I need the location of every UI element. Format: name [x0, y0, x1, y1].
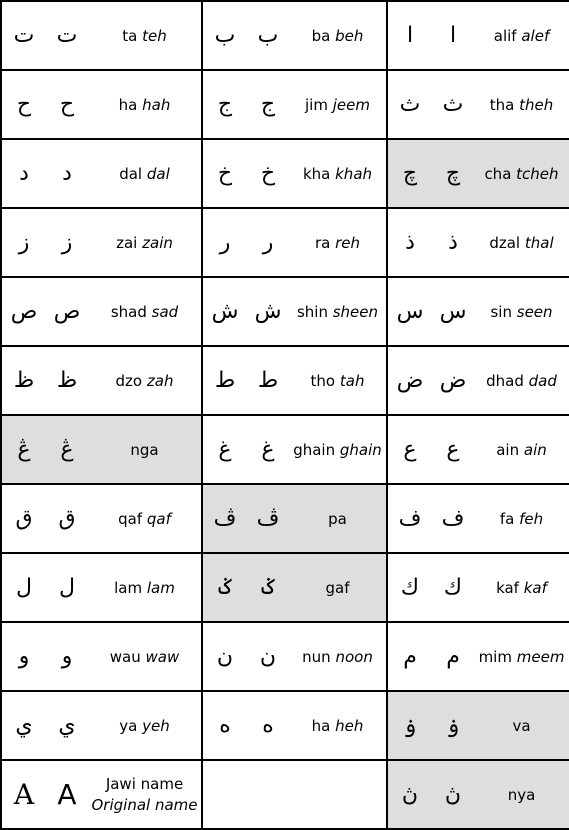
jawi-name: tha	[489, 95, 515, 114]
legend-original-name-label: Original name	[91, 795, 198, 814]
original-name: sheen	[332, 302, 379, 321]
letter-name	[474, 303, 569, 321]
letter-cell	[387, 691, 569, 760]
legend-jawi-name-label: Jawi name	[105, 774, 184, 793]
letter-name	[289, 510, 386, 528]
jawi-name: va	[512, 716, 531, 735]
letter-cell	[202, 691, 387, 760]
original-name: ain	[523, 440, 547, 459]
jawi-name: wau	[109, 647, 141, 666]
isolated-form: خ	[217, 161, 233, 186]
table-row	[1, 346, 569, 415]
jawi-name: dhad	[486, 371, 524, 390]
table-row	[1, 553, 569, 622]
letter-name	[289, 372, 386, 390]
letter-name	[289, 96, 386, 114]
final-form: ر	[262, 230, 274, 255]
letter-name	[88, 441, 201, 459]
original-name: yeh	[142, 716, 170, 735]
isolated-form: ك	[400, 575, 420, 600]
isolated-form: ه	[219, 713, 231, 738]
jawi-name: ya	[119, 716, 138, 735]
jawi-name: sin	[490, 302, 512, 321]
isolated-form: ت	[13, 23, 35, 48]
original-name: sad	[151, 302, 179, 321]
letter-name	[88, 648, 201, 666]
final-form: ط	[257, 368, 279, 393]
isolated-form: ص	[10, 299, 38, 324]
legend-serif-letter: A	[13, 778, 35, 811]
isolated-form: ݢ	[218, 575, 232, 600]
final-form: ۏ	[446, 713, 460, 738]
letter-cell	[387, 70, 569, 139]
jawi-name: ain	[496, 440, 520, 459]
jawi-name: ha	[311, 716, 331, 735]
isolated-form: ن	[216, 644, 234, 669]
letter-cell	[202, 139, 387, 208]
isolated-form: ز	[18, 230, 30, 255]
jawi-name: ba	[311, 26, 331, 45]
jawi-name: zai	[116, 233, 138, 252]
letter-name	[474, 27, 569, 45]
isolated-form: و	[18, 644, 30, 669]
letter-cell	[387, 208, 569, 277]
isolated-form: چ	[402, 161, 418, 186]
final-form: ل	[59, 575, 75, 600]
letter-name	[474, 165, 569, 183]
jawi-name: jim	[305, 95, 328, 114]
final-form: غ	[261, 437, 275, 462]
jawi-name: ta	[122, 26, 138, 45]
letter-name	[474, 786, 569, 804]
jawi-name: nun	[302, 647, 331, 666]
final-form: ظ	[56, 368, 78, 393]
jawi-name: shin	[296, 302, 328, 321]
letter-name	[289, 579, 386, 597]
final-form: ڤ	[256, 506, 280, 531]
letter-name	[88, 27, 201, 45]
jawi-name: kha	[302, 164, 331, 183]
final-form: ز	[61, 230, 73, 255]
letter-name	[88, 96, 201, 114]
letter-name	[289, 303, 386, 321]
original-name: tcheh	[516, 164, 559, 183]
jawi-name: cha	[484, 164, 512, 183]
jawi-name: ghain	[293, 440, 336, 459]
table-body	[1, 1, 569, 829]
legend-row	[1, 760, 569, 829]
jawi-name: dzal	[489, 233, 521, 252]
table-row	[1, 622, 569, 691]
isolated-form: ش	[211, 299, 239, 324]
final-form: ب	[257, 23, 279, 48]
isolated-form: ي	[15, 713, 33, 738]
isolated-form: م	[403, 644, 417, 669]
letter-cell	[1, 208, 202, 277]
original-name: waw	[145, 647, 180, 666]
original-name: noon	[335, 647, 373, 666]
jawi-name: gaf	[325, 578, 350, 597]
letter-name	[88, 510, 201, 528]
original-name: lam	[146, 578, 175, 597]
original-name: dad	[528, 371, 557, 390]
original-name: meem	[516, 647, 565, 666]
final-form: ص	[53, 299, 81, 324]
final-form: س	[439, 299, 467, 324]
letter-cell	[387, 277, 569, 346]
isolated-form: ر	[219, 230, 231, 255]
final-form: و	[61, 644, 73, 669]
letter-cell	[202, 1, 387, 70]
letter-cell	[202, 484, 387, 553]
original-name: feh	[519, 509, 544, 528]
original-name: alef	[521, 26, 550, 45]
letter-cell	[202, 622, 387, 691]
original-name: dal	[146, 164, 170, 183]
original-name: teh	[142, 26, 167, 45]
isolated-form: ا	[406, 23, 414, 48]
jawi-name: dal	[119, 164, 143, 183]
letter-name	[88, 234, 201, 252]
final-form: ذ	[448, 230, 458, 255]
jawi-name: fa	[499, 509, 515, 528]
jawi-name: qaf	[118, 509, 143, 528]
original-name: seen	[516, 302, 553, 321]
original-name: heh	[335, 716, 364, 735]
original-name: hah	[142, 95, 171, 114]
letter-cell	[387, 553, 569, 622]
letter-cell	[1, 691, 202, 760]
final-form: م	[446, 644, 460, 669]
letter-cell	[1, 346, 202, 415]
final-form: ه	[262, 713, 274, 738]
isolated-form: ڠ	[17, 437, 31, 462]
letter-name	[289, 441, 386, 459]
isolated-form: ۏ	[403, 713, 417, 738]
original-name: beh	[335, 26, 364, 45]
letter-cell	[1, 139, 202, 208]
empty-cell	[202, 760, 387, 829]
isolated-form: ظ	[13, 368, 35, 393]
letter-name	[289, 27, 386, 45]
letter-cell	[1, 553, 202, 622]
letter-name	[88, 165, 201, 183]
table-row	[1, 208, 569, 277]
letter-cell	[202, 208, 387, 277]
final-form: ت	[56, 23, 78, 48]
final-form: ݢ	[261, 575, 275, 600]
isolated-form: ل	[16, 575, 32, 600]
legend-sans-letter: A	[57, 778, 77, 811]
letter-name	[88, 579, 201, 597]
letter-cell	[387, 622, 569, 691]
table-row	[1, 1, 569, 70]
letter-cell	[1, 415, 202, 484]
letter-name	[88, 372, 201, 390]
letter-cell	[202, 415, 387, 484]
original-name: zah	[146, 371, 174, 390]
jawi-name: nga	[130, 440, 159, 459]
isolated-form: ط	[214, 368, 236, 393]
letter-cell	[1, 1, 202, 70]
letter-cell	[1, 484, 202, 553]
isolated-form: ح	[16, 92, 32, 117]
isolated-form: ق	[15, 506, 33, 531]
letter-name	[474, 234, 569, 252]
letter-name	[289, 165, 386, 183]
isolated-form: س	[396, 299, 424, 324]
jawi-name: dzo	[115, 371, 143, 390]
final-form: ڠ	[60, 437, 74, 462]
original-name: thal	[524, 233, 554, 252]
jawi-name: mim	[478, 647, 512, 666]
letter-name	[289, 234, 386, 252]
isolated-form: ڤ	[213, 506, 237, 531]
final-form: ف	[441, 506, 465, 531]
isolated-form: غ	[218, 437, 232, 462]
letter-cell	[387, 1, 569, 70]
isolated-form: ث	[399, 92, 421, 117]
original-name: ghain	[339, 440, 382, 459]
letter-cell	[202, 70, 387, 139]
letter-name	[474, 717, 569, 735]
letter-cell	[1, 622, 202, 691]
isolated-form: ف	[398, 506, 422, 531]
original-name: jeem	[332, 95, 370, 114]
table-row	[1, 484, 569, 553]
final-form: ث	[442, 92, 464, 117]
isolated-form: د	[19, 161, 29, 186]
letter-name	[474, 648, 569, 666]
final-form: ك	[443, 575, 463, 600]
final-form: ج	[260, 92, 276, 117]
original-name: reh	[335, 233, 361, 252]
letter-cell	[387, 760, 569, 829]
original-name: qaf	[146, 509, 171, 528]
letter-name	[474, 441, 569, 459]
original-name: kaf	[523, 578, 547, 597]
isolated-form: ع	[403, 437, 417, 462]
final-form: ح	[59, 92, 75, 117]
final-form: ڽ	[444, 782, 462, 807]
letter-name	[474, 579, 569, 597]
letter-cell	[387, 415, 569, 484]
isolated-form: ب	[214, 23, 236, 48]
letter-cell	[202, 277, 387, 346]
letter-name	[474, 510, 569, 528]
letter-cell	[387, 484, 569, 553]
final-form: ن	[259, 644, 277, 669]
original-name: khah	[335, 164, 373, 183]
final-form: ش	[254, 299, 282, 324]
final-form: ا	[449, 23, 457, 48]
isolated-form: ج	[217, 92, 233, 117]
jawi-name: lam	[114, 578, 143, 597]
letter-cell	[202, 553, 387, 622]
isolated-form: ڽ	[401, 782, 419, 807]
letter-cell	[387, 139, 569, 208]
jawi-name: tho	[310, 371, 336, 390]
final-form: د	[62, 161, 72, 186]
table-row	[1, 70, 569, 139]
letter-cell	[1, 70, 202, 139]
letter-name	[88, 717, 201, 735]
letter-name	[474, 96, 569, 114]
original-name: tah	[339, 371, 365, 390]
table-row	[1, 691, 569, 760]
final-form: خ	[260, 161, 276, 186]
letter-name	[289, 717, 386, 735]
jawi-name: ha	[118, 95, 138, 114]
final-form: ع	[446, 437, 460, 462]
jawi-name: kaf	[496, 578, 519, 597]
table-row	[1, 139, 569, 208]
table-row	[1, 415, 569, 484]
jawi-name: shad	[110, 302, 147, 321]
letter-cell	[202, 346, 387, 415]
original-name: zain	[142, 233, 173, 252]
letter-name	[474, 372, 569, 390]
jawi-name: alif	[493, 26, 517, 45]
isolated-form: ذ	[405, 230, 415, 255]
original-name: theh	[519, 95, 554, 114]
letter-cell	[1, 277, 202, 346]
final-form: ي	[58, 713, 76, 738]
final-form: چ	[445, 161, 461, 186]
final-form: ض	[439, 368, 467, 393]
table-row	[1, 277, 569, 346]
jawi-name: nya	[507, 785, 536, 804]
legend-cell	[1, 760, 202, 829]
jawi-name: pa	[328, 509, 347, 528]
letter-cell	[387, 346, 569, 415]
final-form: ق	[58, 506, 76, 531]
legend-names	[88, 774, 201, 816]
letter-name	[88, 303, 201, 321]
letter-name	[289, 648, 386, 666]
jawi-name: ra	[314, 233, 331, 252]
isolated-form: ض	[396, 368, 424, 393]
